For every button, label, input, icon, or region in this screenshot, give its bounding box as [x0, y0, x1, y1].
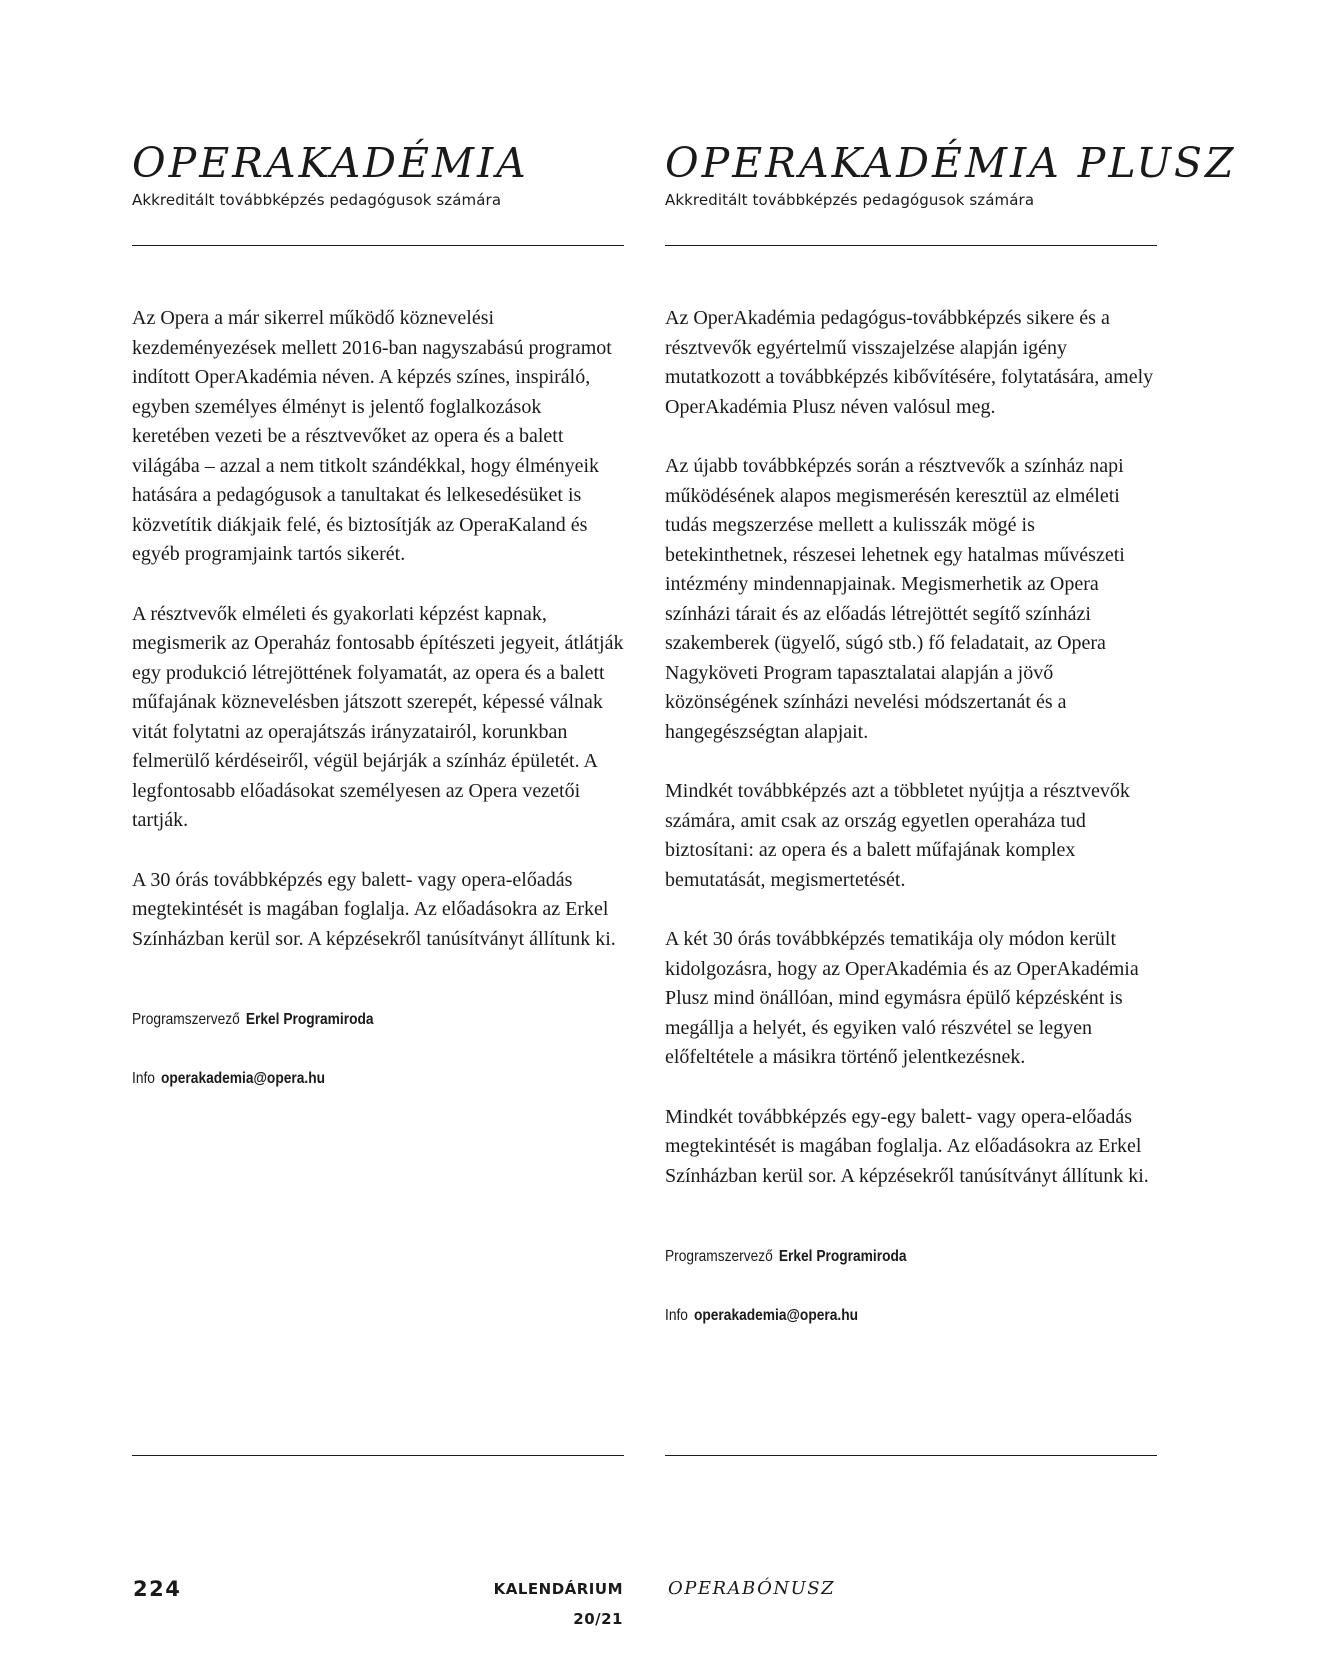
- left-paragraph: Az Opera a már sikerrel működő köznevelési kezdeményezések mellett 2016-ban nagyszabású programot indított OperAkadémia néven. A képzés színes, inspiráló, egyben személyes élményt is jelentő foglalkozások keretében vezeti be a résztvevőket az opera és a balett világába – azzal a nem titkolt szándékkal, hogy élményeik hatására a pedagógusok a tanultakat és lelkesedésüket is közvetítik diákjaik felé, és biztosítják az OperaKaland és egyéb programjaink tartós sikerét.: [132, 307, 612, 565]
- info-label: Info: [132, 1070, 155, 1087]
- right-paragraph: Mindkét továbbképzés azt a többletet nyújtja a résztvevők számára, amit csak az ország egyetlen operaháza tud biztosítani: az opera és a balett műfajának komplex bemutatását, megismertetését.: [665, 780, 1130, 891]
- organizer-label: Programszervező: [665, 1248, 773, 1265]
- right-meta: [665, 1246, 1157, 1327]
- right-body: [665, 304, 1157, 1327]
- right-paragraph: Mindkét továbbképzés egy-egy balett- vagy opera-előadás megtekintését is magában foglalja. Az előadásokra az Erkel Színházban kerül sor. A képzésekről tanúsítványt állítunk ki.: [665, 1105, 1149, 1187]
- left-paragraph: A résztvevők elméleti és gyakorlati képzést kapnak, megismerik az Operaház fontosabb építészeti jegyeit, átlátják egy produkció létrejöttének folyamatát, az opera és a balett műfajának köznevelésben játszott szerepét, képessé válnak vitát folytatni az operajátszás irányzatairól, korunkban felmerülő kérdéseiről, végül bejárják a színház épületét. A legfontosabb előadásokat személyesen az Opera vezetői tartják.: [132, 602, 624, 831]
- right-paragraph: Az OperAkadémia pedagógus-továbbképzés sikere és a résztvevők egyértelmű visszajelzése alapján igény mutatkozott a továbbképzés kibővítésére, folytatására, amely OperAkadémia Plusz néven valósul meg.: [665, 307, 1154, 418]
- left-meta: [132, 1009, 624, 1090]
- right-subtitle: Akkreditált továbbképzés pedagógusok számára: [665, 191, 1035, 209]
- right-paragraph: Az újabb továbbképzés során a résztvevők a színház napi működésének alapos megismerésén keresztül az elméleti tudás megszerzése mellett a kulisszák mögé is betekinthetnek, részesei lehetnek egy hatalmas művészeti intézmény mindennapjainak. Megismerhetik az Opera színházi tárait és az előadás létrejöttét segítő színházi szakemberek (ügyelő, súgó stb.) fő feladatait, az Opera Nagyköveti Program tapasztalatai alapján a jövő közönségének színházi nevelési módszertanát és a hangegészségtan alapjait.: [665, 455, 1125, 743]
- right-info: [665, 1305, 1088, 1327]
- info-label: Info: [665, 1307, 688, 1324]
- info-email[interactable]: operakademia@opera.hu: [693, 1307, 859, 1324]
- right-title: OPERAKADÉMIA PLUSZ: [665, 139, 1237, 187]
- left-organizer: [132, 1009, 555, 1031]
- right-top-divider: [665, 245, 1157, 246]
- section-name: OPERABÓNUSZ: [668, 1578, 836, 1599]
- left-info: [132, 1068, 555, 1090]
- right-organizer: [665, 1246, 1088, 1268]
- left-subtitle: Akkreditált továbbképzés pedagógusok számára: [132, 191, 502, 209]
- publication-name: KALENDÁRIUM 20/21: [493, 1580, 623, 1628]
- left-top-divider: [132, 245, 624, 246]
- organizer-value: Erkel Programiroda: [778, 1248, 907, 1265]
- left-paragraph: A 30 órás továbbképzés egy balett- vagy opera-előadás megtekintését is magában foglalja. Az előadásokra az Erkel Színházban kerül sor. A képzésekről tanúsítványt állítunk ki.: [132, 868, 616, 950]
- right-bottom-divider: [665, 1455, 1157, 1456]
- info-email[interactable]: operakademia@opera.hu: [160, 1070, 326, 1087]
- organizer-value: Erkel Programiroda: [245, 1011, 374, 1028]
- page-number: 224: [133, 1577, 182, 1601]
- organizer-label: Programszervező: [132, 1011, 240, 1028]
- left-title: OPERAKADÉMIA: [132, 139, 529, 187]
- left-column-header: [132, 138, 624, 210]
- right-column-header: [665, 138, 1237, 210]
- left-bottom-divider: [132, 1455, 624, 1456]
- left-body: [132, 304, 624, 1090]
- right-paragraph: A két 30 órás továbbképzés tematikája oly módon került kidolgozásra, hogy az OperAkadémia és az OperAkadémia Plusz mind önállóan, mind egymásra épülő képzésként is megállja a helyét, és egyiken való részvétel se legyen előfeltétele a másikra történő jelentkezésnek.: [665, 928, 1139, 1068]
